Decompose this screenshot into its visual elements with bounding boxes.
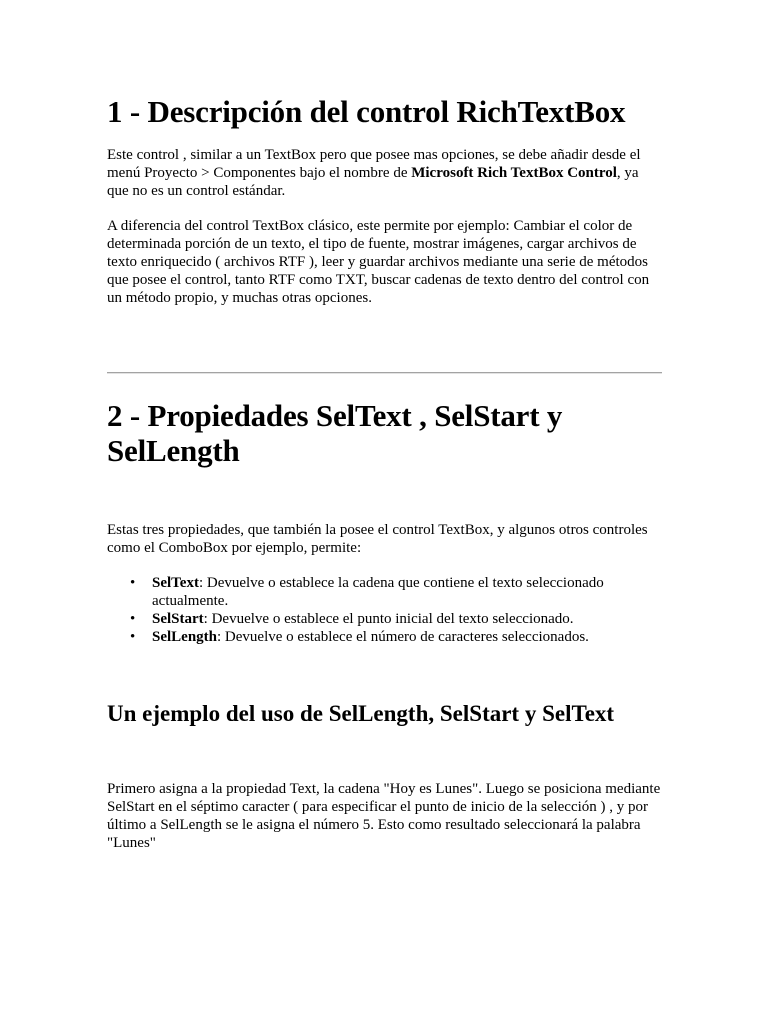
paragraph-richtextbox-intro: [107, 146, 657, 200]
subsection-title-example: Un ejemplo del uso de SelLength, SelStart y SelText: [107, 701, 615, 726]
control-name-bold: Microsoft Rich TextBox Control: [411, 165, 617, 181]
property-term: SelText: [152, 575, 199, 591]
property-description: : Devuelve o establece el punto inicial del texto seleccionado.: [203, 611, 574, 627]
list-item-seltext: [130, 574, 672, 610]
section-title-properties: 2 - Propiedades SelText , SelStart y SelLength: [107, 398, 563, 468]
property-term: SelStart: [152, 611, 204, 627]
property-term: SelLength: [152, 629, 218, 645]
horizontal-rule: [107, 372, 662, 374]
bullet-icon: •: [130, 611, 136, 627]
property-description: : Devuelve o establece la cadena que contiene el texto seleccionado actualmente.: [152, 575, 604, 609]
bullet-icon: •: [130, 575, 136, 591]
properties-list: [107, 574, 672, 646]
paragraph-richtextbox-features: A diferencia del control TextBox clásico, este permite por ejemplo: Cambiar el color de determinada porción de un texto, el tipo de fuente, mostrar imágenes, cargar archivos de texto enriquecido ( archivos RTF ), leer y guardar archivos mediante una serie de métodos que posee el control, tanto RTF como TXT, buscar cadenas de texto dentro del control con un método propio, y muchas otras opciones.: [107, 218, 650, 306]
paragraph-text: , ya que no es un control estándar.: [107, 165, 639, 199]
paragraph-text: Este control , similar a un TextBox pero que posee mas opciones, se debe añadir desde el menú Proyecto > Componentes bajo el nombre de: [107, 147, 641, 181]
bullet-icon: •: [130, 629, 136, 645]
list-item-selstart: [130, 610, 672, 628]
property-description: : Devuelve o establece el número de caracteres seleccionados.: [217, 629, 589, 645]
section-title-richtextbox: 1 - Descripción del control RichTextBox: [107, 94, 626, 129]
paragraph-example: Primero asigna a la propiedad Text, la cadena "Hoy es Lunes". Luego se posiciona mediante SelStart en el séptimo caracter ( para especificar el punto de inicio de la selección ) , y por último a SelLength se le asigna el número 5. Esto como resultado seleccionará la palabra "Lunes": [107, 781, 661, 851]
list-item-sellength: [130, 628, 672, 646]
paragraph-properties-intro: Estas tres propiedades, que también la posee el control TextBox, y algunos otros controles como el ComboBox por ejemplo, permite:: [107, 522, 648, 556]
